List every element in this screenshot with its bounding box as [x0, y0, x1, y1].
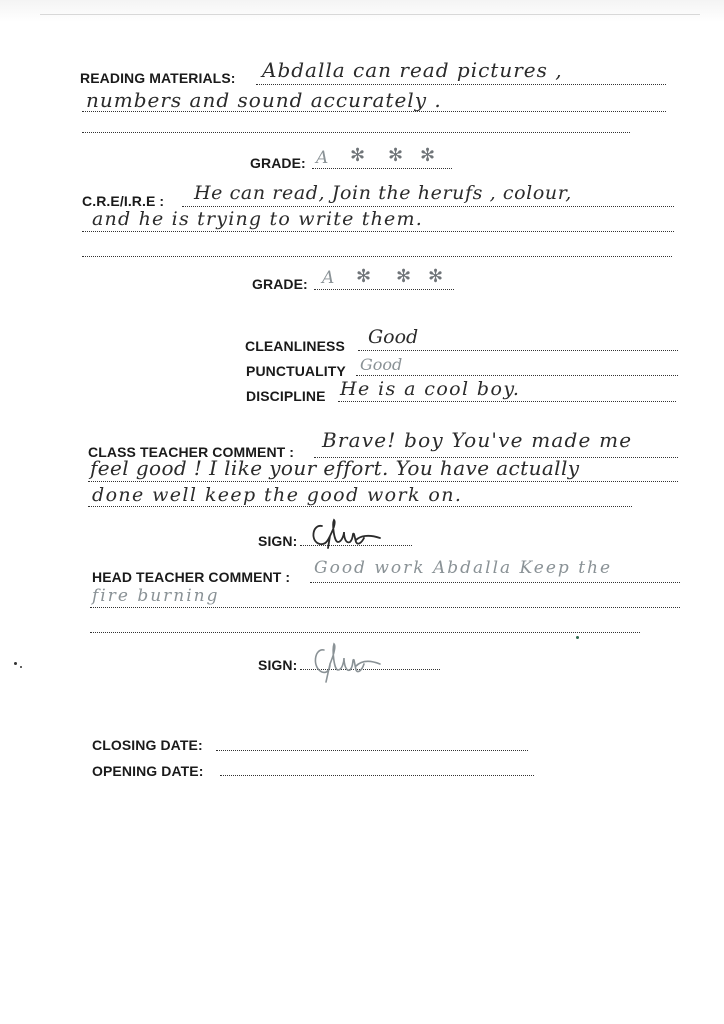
cre-ire-line-2: [82, 231, 674, 232]
reading-materials-line-3: [82, 132, 630, 133]
opening-date-line: [220, 775, 534, 776]
head-teacher-comment-line-1: [310, 582, 680, 583]
grade-label: GRADE:: [252, 276, 308, 292]
closing-date-label: CLOSING DATE:: [92, 737, 203, 753]
star-icon: ✻: [388, 145, 404, 166]
cre-ire-text-2: and he is trying to write them.: [92, 208, 423, 230]
opening-date-label: OPENING DATE:: [92, 763, 204, 779]
star-icon: ✻: [356, 266, 372, 287]
grade-line: [314, 289, 454, 290]
cleanliness-value: Good: [368, 326, 419, 348]
reading-materials-text-1: Abdalla can read pictures ,: [262, 58, 563, 82]
reading-materials-label: READING MATERIALS:: [80, 70, 236, 86]
reading-materials-line-1: [256, 84, 666, 85]
grade-label: GRADE:: [250, 155, 306, 171]
head-teacher-signature: [304, 636, 384, 686]
sign-label: SIGN:: [258, 657, 298, 673]
star-icon: ✻: [420, 145, 436, 166]
scan-speck: [14, 662, 17, 665]
head-teacher-comment-line-3: [90, 632, 640, 633]
cleanliness-label: CLEANLINESS: [245, 338, 345, 354]
discipline-line: [338, 401, 676, 402]
punctuality-line: [356, 375, 678, 376]
class-teacher-comment-line-2: [88, 481, 678, 482]
scan-speck: [576, 636, 579, 639]
class-teacher-comment-text-2: feel good ! I like your effort. You have actually: [90, 456, 580, 480]
grade-value: A: [322, 268, 335, 288]
scan-edge: [0, 0, 724, 22]
scan-speck: [20, 666, 22, 668]
head-teacher-comment-text-2: fire burning: [92, 586, 220, 606]
scan-border-line: [40, 14, 700, 15]
punctuality-label: PUNCTUALITY: [246, 363, 346, 379]
class-teacher-comment-line-3: [88, 506, 632, 507]
grade-line: [312, 168, 452, 169]
discipline-label: DISCIPLINE: [246, 388, 326, 404]
sign-label: SIGN:: [258, 533, 298, 549]
cre-ire-line-1: [182, 206, 674, 207]
cre-ire-line-3: [82, 256, 672, 257]
closing-date-line: [216, 750, 528, 751]
star-icon: ✻: [350, 145, 366, 166]
discipline-value: He is a cool boy.: [340, 378, 521, 400]
reading-materials-text-2: numbers and sound accurately .: [86, 88, 442, 112]
star-icon: ✻: [428, 266, 444, 287]
punctuality-value: Good: [360, 355, 403, 374]
grade-value: A: [316, 148, 329, 168]
cre-ire-label: C.R.E/I.R.E :: [82, 193, 165, 209]
class-teacher-comment-text-1: Brave! boy You've made me: [322, 428, 633, 452]
cleanliness-line: [358, 350, 678, 351]
head-teacher-comment-text-1: Good work Abdalla Keep the: [314, 558, 613, 578]
class-teacher-comment-text-3: done well keep the good work on.: [92, 484, 463, 506]
class-teacher-comment-label: CLASS TEACHER COMMENT :: [88, 444, 295, 460]
head-teacher-comment-label: HEAD TEACHER COMMENT :: [92, 569, 291, 585]
head-teacher-comment-line-2: [90, 607, 680, 608]
star-icon: ✻: [396, 266, 412, 287]
teacher-signature: [304, 512, 384, 552]
cre-ire-text-1: He can read, Join the herufs , colour,: [194, 182, 572, 204]
